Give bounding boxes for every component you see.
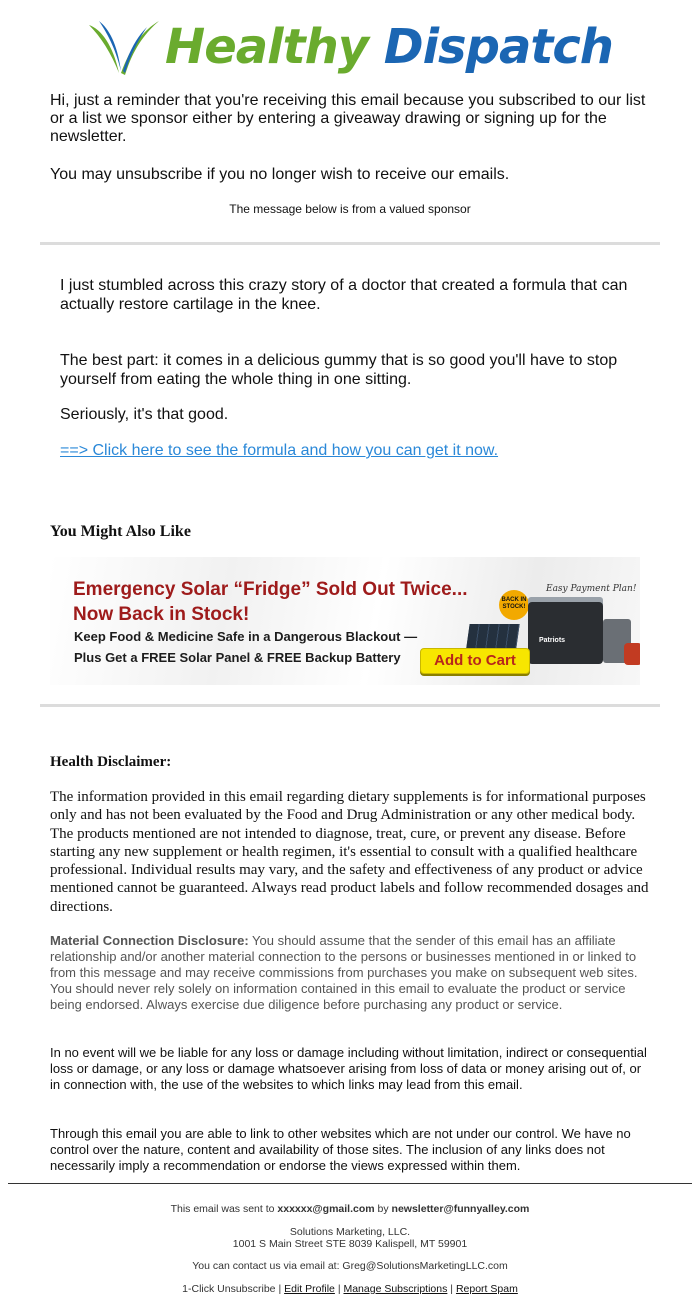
separator: | <box>450 1283 454 1295</box>
logo-swoosh-icon <box>87 15 161 79</box>
intro-section <box>50 92 650 184</box>
ad-paragraph-3: Seriously, it's that good. <box>60 406 229 423</box>
food-items-image <box>624 643 640 665</box>
sender-email: newsletter@funnyalley.com <box>391 1203 530 1215</box>
material-disclosure-label: Material Connection Disclosure: <box>50 933 249 948</box>
you-might-also-like-heading: You Might Also Like <box>50 523 191 540</box>
banner-subline-2: Plus Get a FREE Solar Panel & FREE Backup Battery <box>74 650 401 665</box>
footer-contact: You can contact us via email at: Greg@SolutionsMarketingLLC.com <box>192 1260 508 1272</box>
banner-headline-2: Now Back in Stock! <box>73 604 250 625</box>
formula-link[interactable]: ==> Click here to see the formula and how you can get it now. <box>60 442 499 459</box>
footer-company: Solutions Marketing, LLC. <box>289 1226 411 1238</box>
sent-prefix: This email was sent to <box>170 1203 275 1215</box>
logo-word-healthy: Healthy <box>165 19 369 75</box>
footer-links <box>0 1283 700 1295</box>
manage-subscriptions-link[interactable]: Manage Subscriptions <box>343 1283 448 1295</box>
banner-subline-1: Keep Food & Medicine Safe in a Dangerous Blackout — <box>74 629 418 644</box>
add-to-cart-button[interactable]: Add to Cart <box>420 648 530 674</box>
back-in-stock-badge: BACK IN STOCK! <box>499 590 529 620</box>
report-spam-link[interactable]: Report Spam <box>455 1283 518 1295</box>
health-disclaimer-text: The information provided in this email regarding dietary supplements is for informational purposes only and has not been evaluated by the Food and Drug Administration or any other medical body. The products mentioned are not intended to diagnose, treat, cure, or prevent any disease. Before starting any new supplement or health regimen, it's essential to consult with a qualified healthcare professional. Individual results may vary, and the safety and effectiveness of any product or advice mentioned cannot be guaranteed. Always read product labels and follow recommended dosages and directions. <box>50 789 649 915</box>
health-disclaimer-title: Health Disclaimer: <box>50 754 172 770</box>
edit-profile-link[interactable]: Edit Profile <box>284 1283 335 1295</box>
fridge-brand-label: Patriots <box>539 637 566 644</box>
material-connection-disclosure <box>50 933 650 1013</box>
one-click-unsubscribe[interactable]: 1-Click Unsubscribe <box>182 1283 276 1295</box>
recipient-email: xxxxxx@gmail.com <box>277 1203 375 1215</box>
footer-address: 1001 S Main Street STE 8039 Kalispell, MT 59901 <box>232 1238 468 1250</box>
logo-wordmark <box>165 19 613 75</box>
logo[interactable] <box>0 8 700 86</box>
solar-fridge-ad-banner[interactable] <box>50 557 640 685</box>
sponsor-message <box>60 276 650 460</box>
footer-sent-to <box>0 1203 700 1215</box>
intro-unsubscribe-note: You may unsubscribe if you no longer wish to receive our emails. <box>50 166 510 183</box>
banner-headline-1: Emergency Solar “Fridge” Sold Out Twice... <box>73 579 468 600</box>
material-disclosure-text: You should assume that the sender of this email has an affiliate relationship and/or another material connection to the persons or businesses mentioned in or linked to from this message and may receive commissions from purchases you make on subsequent web sites. You should never rely solely on information contained in this email to evaluate the product or service being endorsed. Always exercise due diligence before purchasing any product or service. <box>50 933 638 1012</box>
footer-divider <box>8 1183 692 1184</box>
separator: | <box>278 1283 282 1295</box>
logo-word-dispatch: Dispatch <box>383 19 613 75</box>
divider <box>40 704 660 707</box>
divider <box>40 242 660 245</box>
separator: | <box>337 1283 341 1295</box>
external-links-notice: Through this email you are able to link to other websites which are not under our control. We have no control over the nature, content and availability of those sites. The inclusion of any links does not necessarily imply a recommendation or endorse the views expressed within them. <box>50 1126 631 1173</box>
solar-fridge-image <box>528 602 603 664</box>
ad-paragraph-2: The best part: it comes in a delicious gummy that is so good you'll have to stop yourself from eating the whole thing in one sitting. <box>60 352 618 388</box>
liability-notice: In no event will we be liable for any loss or damage including without limitation, indirect or consequential loss or damage, or any loss or damage whatsoever arising from loss of data or money arising out of, or in connection with, the use of the websites to which links may lead from this email. <box>50 1045 647 1092</box>
sent-by: by <box>377 1203 389 1215</box>
easy-payment-label: Easy Payment Plan! <box>546 584 637 594</box>
sponsor-note: The message below is from a valued sponsor <box>229 202 471 216</box>
intro-reminder: Hi, just a reminder that you're receiving this email because you subscribed to our list or a list we sponsor either by entering a giveaway drawing or signing up for the newsletter. <box>50 92 646 145</box>
ad-paragraph-1: I just stumbled across this crazy story of a doctor that created a formula that can actually restore cartilage in the knee. <box>60 277 628 313</box>
